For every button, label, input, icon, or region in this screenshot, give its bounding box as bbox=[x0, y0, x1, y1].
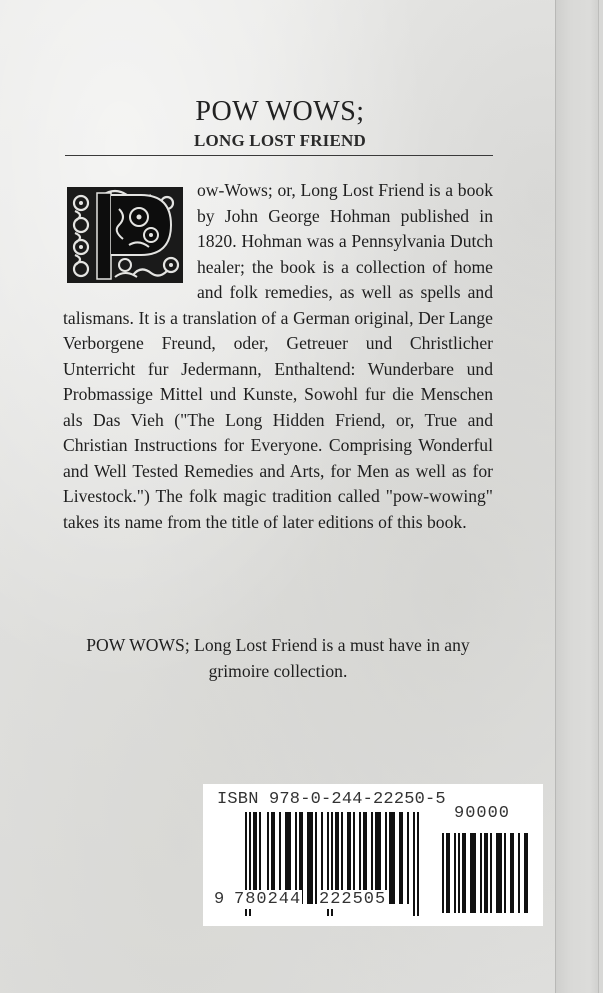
description-text: ow-Wows; or, Long Lost Friend is a book by John George Hohman published in 1820. Hohman was a Pennsylvania Dutch healer; the book is a collection of home and folk remedies, as well as spells and talismans. It is a translation of a German original, Der Lange Verborgene Freund, oder, Getreuer und Christlicher Unterricht fur Jedermann, Enthaltend: Wunderbare und Probmassige Mittel und Kunste, Sowohl fur die Menschen als Das Vieh ("The Long Hidden Friend, or, True and Christian Instructions for Everyone. Comprising Wonderful and Well Tested Remedies and Arts, for Men as well as for Livestock.") The folk magic tradition called "pow-wowing" takes its name from the title of later editions of this book. bbox=[63, 180, 493, 532]
spine-strip bbox=[555, 0, 603, 993]
closing-tagline: POW WOWS; Long Lost Friend is a must have in any grimoire collection. bbox=[86, 635, 470, 681]
barcode-first-digit: 9 bbox=[214, 890, 226, 909]
cover-title: POW WOWS; bbox=[195, 96, 365, 127]
barcode-left-digits: 780244 bbox=[234, 890, 302, 909]
cover-subtitle: LONG LOST FRIEND bbox=[194, 131, 366, 150]
price-addon-label: 90000 bbox=[454, 804, 511, 823]
barcode-right-digits: 222505 bbox=[319, 890, 387, 909]
isbn-label: ISBN 978-0-244-22250-5 bbox=[217, 790, 446, 809]
title-divider bbox=[65, 155, 493, 156]
description-block bbox=[63, 178, 493, 535]
isbn-barcode bbox=[203, 784, 543, 926]
addon-bars-icon bbox=[442, 833, 530, 913]
ornate-drop-cap-icon bbox=[63, 181, 187, 287]
spine-edge bbox=[598, 0, 603, 993]
